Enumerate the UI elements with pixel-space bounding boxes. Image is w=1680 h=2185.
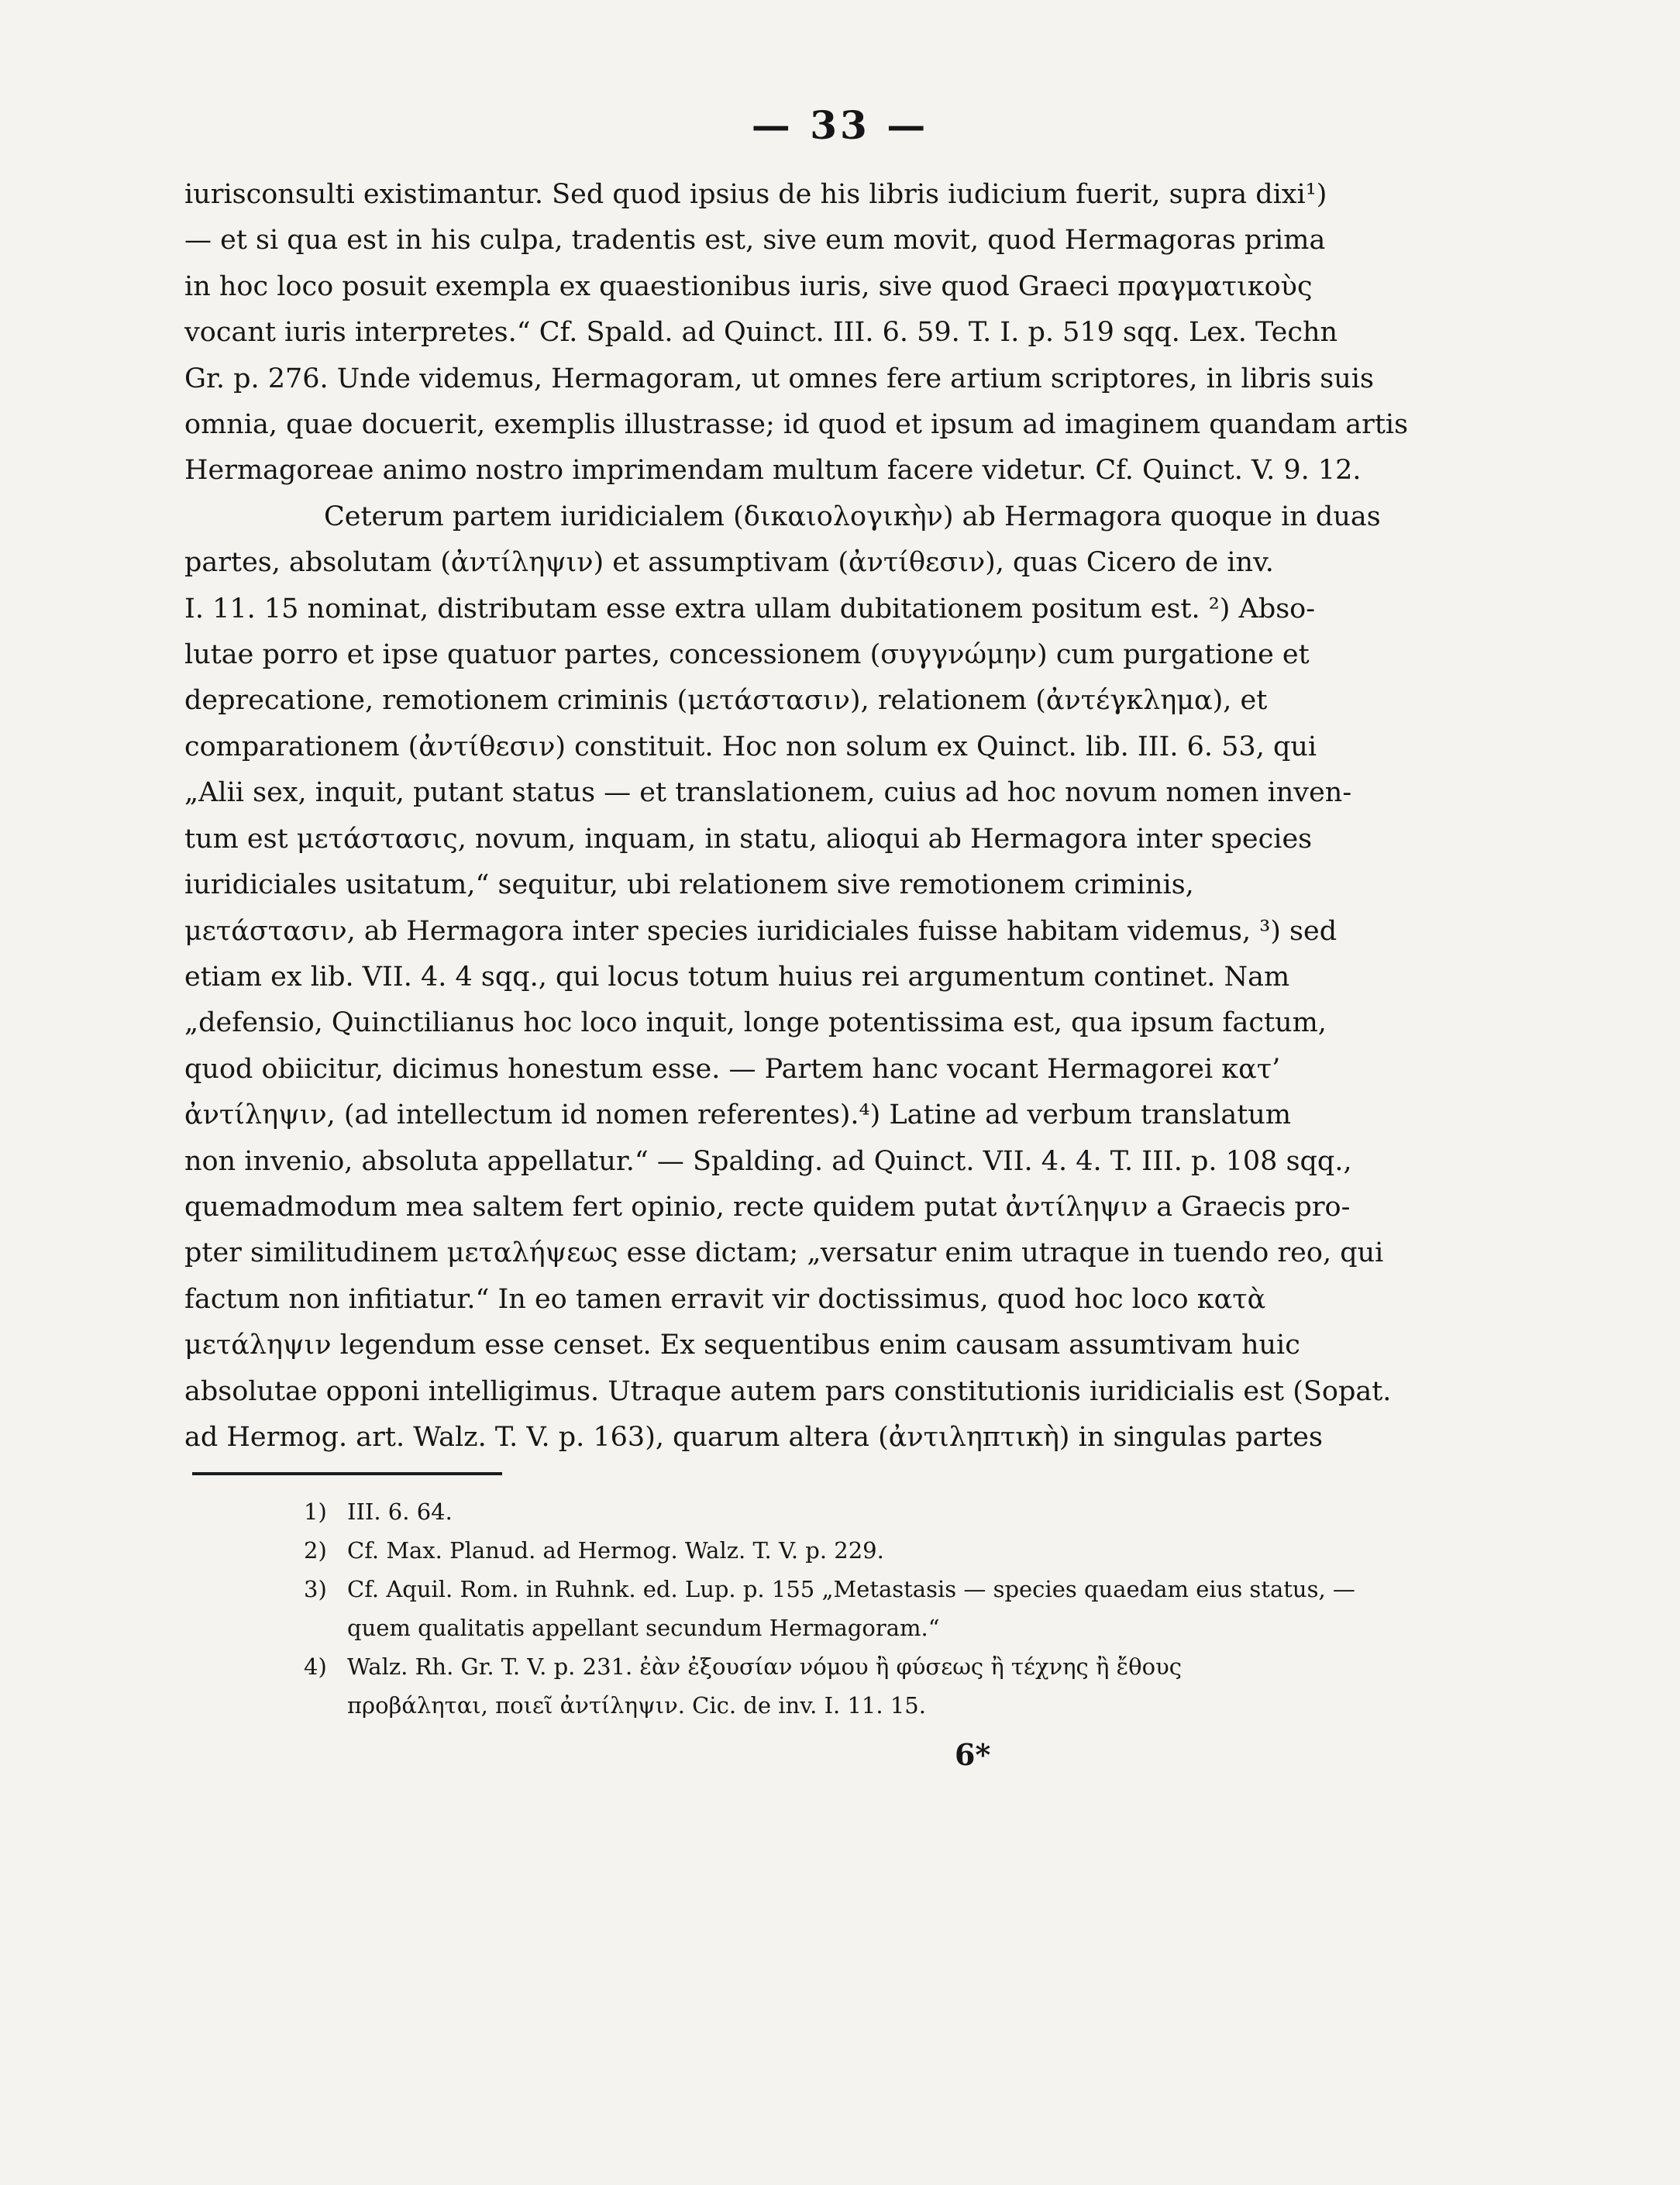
text-line: „defensio, Quinctilianus hoc loco inquit, longe potentissima est, qua ipsum factum, xyxy=(184,1007,1327,1039)
text-line: factum non infitiatur.“ In eo tamen erravit vir doctissimus, quod hoc loco κατὰ xyxy=(184,1283,1266,1315)
footnote-number: 2) xyxy=(304,1537,327,1564)
text-line: in hoc loco posuit exempla ex quaestionibus iuris, sive quod Graeci πραγματικοὺς xyxy=(184,270,1313,302)
footnote-number: 4) xyxy=(304,1653,327,1680)
text-line: etiam ex lib. VII. 4. 4 sqq., qui locus totum huius rei argumentum continet. Nam xyxy=(184,961,1290,993)
footnote-separator xyxy=(192,1472,502,1475)
footnote-2 xyxy=(304,1531,1497,1570)
text-line: Gr. p. 276. Unde videmus, Hermagoram, ut omnes fere artium scriptores, in libris suis xyxy=(184,363,1374,394)
text-line: absolutae opponi intelligimus. Utraque autem pars constitutionis iuridicialis est (Sopat. xyxy=(184,1375,1392,1407)
footnote-text: Walz. Rh. Gr. T. V. p. 231. ἐὰν ἐξουσίαν νόμου ἢ φύσεως ἢ τέχνης ἢ ἔθους xyxy=(347,1653,1182,1680)
signature-mark: 6* xyxy=(955,1737,991,1772)
footnote-4-continuation: προβάληται, ποιεῖ ἀντίληψιν. Cic. de inv. I. 11. 15. xyxy=(347,1692,926,1719)
text-line: I. 11. 15 nominat, distributam esse extra ullam dubitationem positum est. ²) Abso- xyxy=(184,593,1316,625)
footnote-number: 1) xyxy=(304,1499,327,1525)
footnote-1 xyxy=(304,1492,1497,1531)
text-line: „Alii sex, inquit, putant status — et translationem, cuius ad hoc novum nomen inven- xyxy=(184,777,1352,809)
text-line: quemadmodum mea saltem fert opinio, recte quidem putat ἀντίληψιν a Graecis pro- xyxy=(184,1191,1351,1223)
text-line: iuridiciales usitatum,“ sequitur, ubi relationem sive remotionem criminis, xyxy=(184,869,1194,901)
paragraph-start-line: Ceterum partem iuridicialem (δικαιολογικὴν) ab Hermagora quoque in duas xyxy=(324,501,1381,532)
footnote-text: Cf. Max. Planud. ad Hermog. Walz. T. V. p. 229. xyxy=(347,1537,884,1564)
text-line: iurisconsulti existimantur. Sed quod ipsius de his libris iudicium fuerit, supra dixi¹) xyxy=(184,179,1327,210)
text-line: vocant iuris interpretes.“ Cf. Spald. ad Quinct. III. 6. 59. T. I. p. 519 sqq. Lex. Techn xyxy=(184,317,1338,349)
page-number: — 33 — xyxy=(751,102,929,148)
text-line: μετάστασιν, ab Hermagora inter species iuridiciales fuisse habitam videmus, ³) sed xyxy=(184,915,1337,947)
text-line: quod obiicitur, dicimus honestum esse. — Partem hanc vocant Hermagorei κατ’ xyxy=(184,1053,1281,1085)
text-line: lutae porro et ipse quatuor partes, concessionem (συγγνώμην) cum purgatione et xyxy=(184,639,1310,671)
text-line: non invenio, absoluta appellatur.“ — Spalding. ad Quinct. VII. 4. 4. T. III. p. 108 sqq., xyxy=(184,1145,1352,1177)
footnote-3-continuation: quem qualitatis appellant secundum Hermagoram.“ xyxy=(347,1615,940,1641)
text-line: comparationem (ἀντίθεσιν) constituit. Hoc non solum ex Quinct. lib. III. 6. 53, qui xyxy=(184,731,1317,762)
text-line: deprecatione, remotionem criminis (μετάστασιν), relationem (ἀντέγκλημα), et xyxy=(184,685,1268,717)
footnote-4 xyxy=(304,1647,1497,1686)
text-line: Hermagoreae animo nostro imprimendam multum facere videtur. Cf. Quinct. V. 9. 12. xyxy=(184,455,1362,487)
footnote-3 xyxy=(304,1570,1497,1609)
text-line: — et si qua est in his culpa, tradentis est, sive eum movit, quod Hermagoras prima xyxy=(184,225,1326,256)
text-line: ad Hermog. art. Walz. T. V. p. 163), quarum altera (ἀντιληπτικὴ) in singulas partes xyxy=(184,1421,1323,1453)
footnote-number: 3) xyxy=(304,1576,327,1602)
text-line: ἀντίληψιν, (ad intellectum id nomen referentes).⁴) Latine ad verbum translatum xyxy=(184,1099,1292,1131)
text-line: omnia, quae docuerit, exemplis illustrasse; id quod et ipsum ad imaginem quandam artis xyxy=(184,409,1409,441)
text-line: pter similitudinem μεταλήψεως esse dictam; „versatur enim utraque in tuendo reo, qui xyxy=(184,1237,1384,1269)
footnotes xyxy=(304,1492,1497,1725)
text-line: tum est μετάστασις, novum, inquam, in statu, alioqui ab Hermagora inter species xyxy=(184,823,1313,855)
text-line: partes, absolutam (ἀντίληψιν) et assumptivam (ἀντίθεσιν), quas Cicero de inv. xyxy=(184,547,1274,579)
footnote-text: III. 6. 64. xyxy=(347,1499,453,1525)
text-line: μετάληψιν legendum esse censet. Ex sequentibus enim causam assumtivam huic xyxy=(184,1330,1300,1361)
main-text xyxy=(184,172,1494,1461)
footnote-text: Cf. Aquil. Rom. in Ruhnk. ed. Lup. p. 155 „Metastasis — species quaedam eius status, — xyxy=(347,1576,1355,1602)
